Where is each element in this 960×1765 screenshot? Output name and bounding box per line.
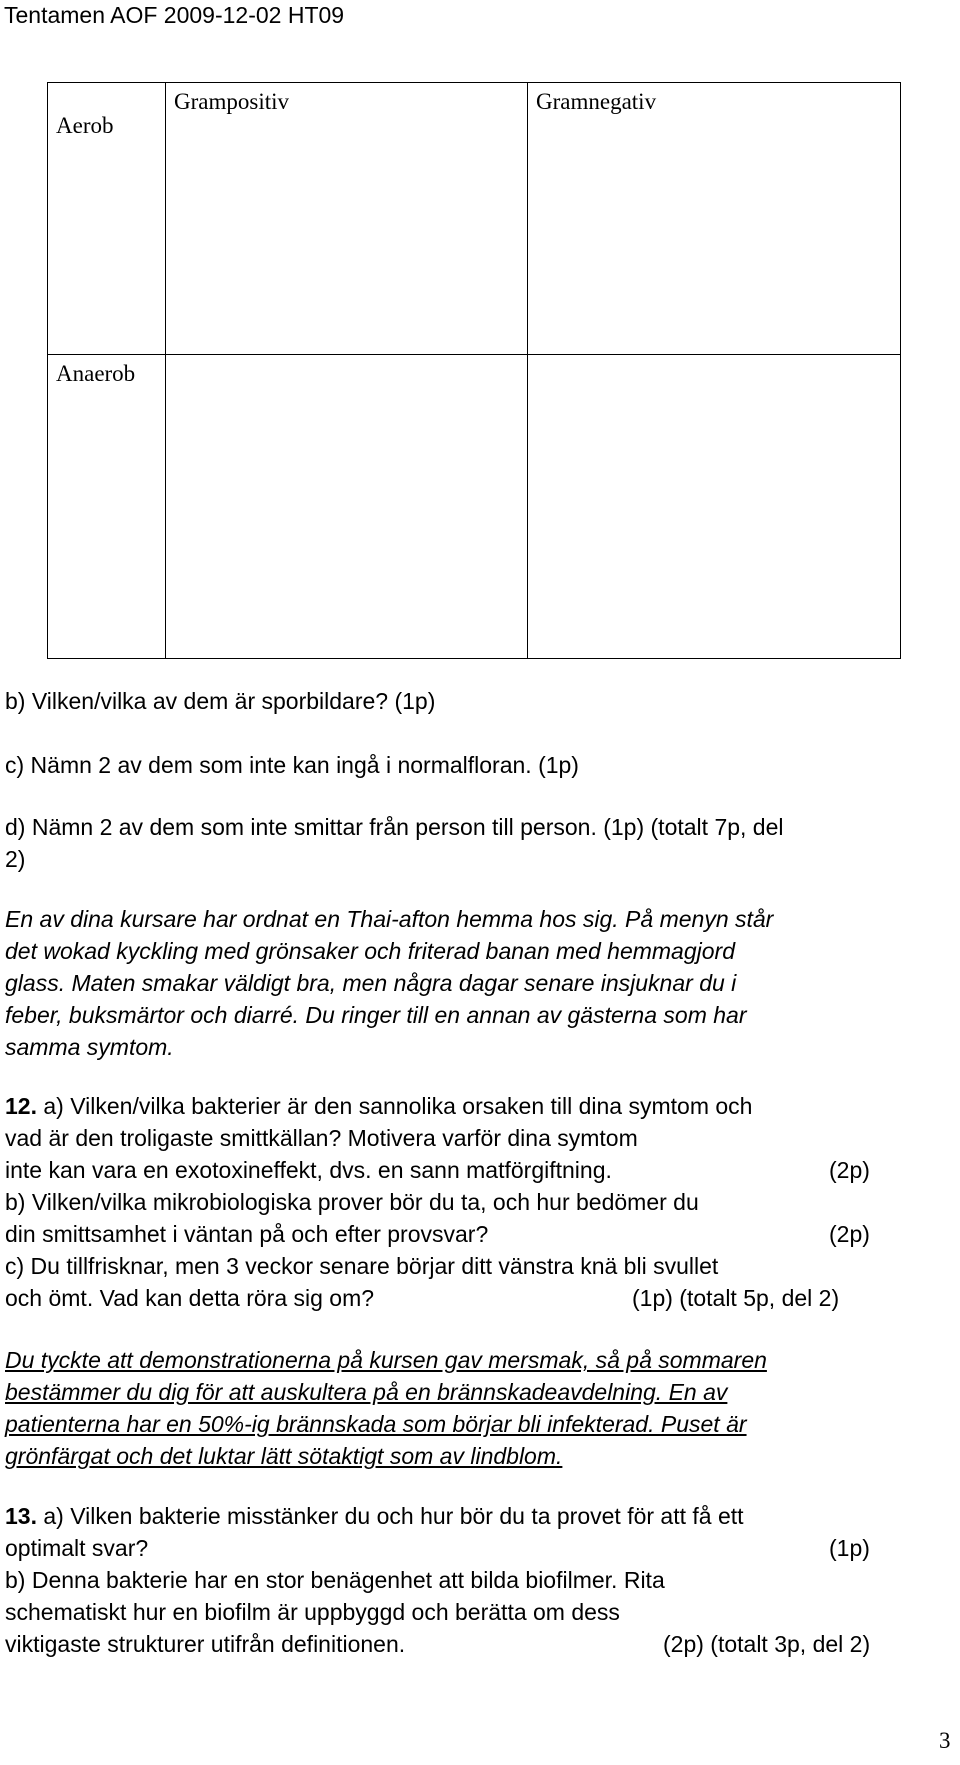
case12-line: samma symtom. (5, 1034, 174, 1060)
case12-line: En av dina kursare har ordnat en Thai-afton hemma hos sig. På menyn står (5, 906, 774, 932)
case13-line: bestämmer du dig för att auskultera på en brännskadeavdelning. En av (5, 1379, 728, 1405)
table-cell (166, 83, 528, 355)
q13-part-a-line2: optimalt svar? (5, 1535, 149, 1561)
q13-part-b-line3: viktigaste strukturer utifrån definitionen. (5, 1631, 406, 1657)
row-label-cell (48, 355, 166, 659)
q11-part-d-line1: d) Nämn 2 av dem som inte smittar från person till person. (1p) (totalt 7p, del (5, 814, 784, 840)
row-label-aerob: Aerob (56, 113, 114, 138)
q12-part-c-line2: och ömt. Vad kan detta röra sig om? (5, 1285, 375, 1311)
q13-part-b-line1: b) Denna bakterie har en stor benägenhet att bilda biofilmer. Rita (5, 1567, 665, 1593)
col-header-grampositiv: Grampositiv (174, 89, 289, 114)
case13-line: grönfärgat och det luktar lätt sötaktigt som av lindblom. (5, 1443, 563, 1469)
q12-part-b-line2: din smittsamhet i väntan på och efter provsvar? (5, 1221, 489, 1247)
q12-c-points: (1p) (totalt 5p, del 2) (632, 1285, 840, 1311)
case12-line: feber, buksmärtor och diarré. Du ringer till en annan av gästerna som har (5, 1002, 747, 1028)
table-row (48, 355, 901, 659)
page-number: 3 (939, 1728, 951, 1753)
q13-part-b-line2: schematiskt hur en biofilm är uppbyggd och berätta om dess (5, 1599, 620, 1625)
q12-part-b-line1: b) Vilken/vilka mikrobiologiska prover bör du ta, och hur bedömer du (5, 1189, 699, 1215)
table-cell (528, 355, 901, 659)
q13-b-points: (2p) (totalt 3p, del 2) (663, 1631, 871, 1657)
q12-part-a-line3: inte kan vara en exotoxineffekt, dvs. en sann matförgiftning. (5, 1157, 612, 1183)
row-label-anaerob: Anaerob (56, 361, 136, 387)
q11-part-c: c) Nämn 2 av dem som inte kan ingå i normalfloran. (1p) (5, 752, 579, 778)
table-cell (528, 83, 901, 355)
q12-part-c-line1: c) Du tillfrisknar, men 3 veckor senare börjar ditt vänstra knä bli svullet (5, 1253, 719, 1279)
q13-number: 13. (5, 1503, 37, 1529)
q12-b-points: (2p) (829, 1221, 870, 1247)
row-label-cell (48, 83, 166, 355)
q11-part-d-line2: 2) (5, 846, 26, 872)
case12-line: glass. Maten smakar väldigt bra, men några dagar senare insjuknar du i (5, 970, 737, 996)
case13-line: Du tyckte att demonstrationerna på kursen gav mersmak, så på sommaren (5, 1347, 767, 1373)
q12-number: 12. (5, 1093, 37, 1119)
document-header: Tentamen AOF 2009-12-02 HT09 (4, 2, 345, 28)
q12-part-a-line2: vad är den troligaste smittkällan? Motivera varför dina symtom (5, 1125, 638, 1151)
case13-line: patienterna har en 50%-ig brännskada som börjar bli infekterad. Puset är (5, 1411, 747, 1437)
q13-a-points: (1p) (829, 1535, 870, 1561)
bacteria-classification-table (47, 82, 901, 659)
table-cell (166, 355, 528, 659)
q11-part-b: b) Vilken/vilka av dem är sporbildare? (1p) (5, 688, 436, 714)
case12-line: det wokad kyckling med grönsaker och friterad banan med hemmagjord (5, 938, 735, 964)
q12-a-points: (2p) (829, 1157, 870, 1183)
q12-part-a-line1: 12. a) Vilken/vilka bakterier är den sannolika orsaken till dina symtom och (5, 1093, 753, 1119)
q13-part-a-line1: 13. a) Vilken bakterie misstänker du och hur bör du ta provet för att få ett (5, 1503, 744, 1529)
table-row (48, 83, 901, 355)
col-header-gramnegativ: Gramnegativ (536, 89, 657, 114)
